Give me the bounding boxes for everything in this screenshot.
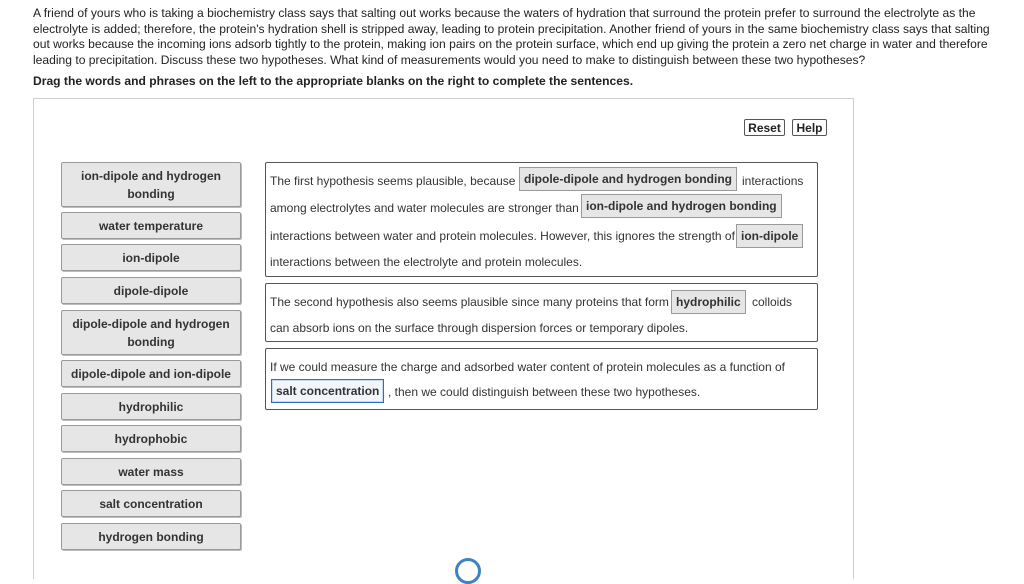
word-tile[interactable]: hydrogen bonding: [61, 523, 241, 550]
sentence-text: The first hypothesis seems plausible, because: [270, 174, 516, 188]
sentence-text: The second hypothesis also seems plausible since many proteins that form: [270, 295, 669, 309]
question-text: A friend of yours who is taking a biochemistry class says that salting out works because the waters of hydration that surround the protein prefer to surround the electrolyte as the electrolyte is added; therefore, the protein's hydration shell is stripped away, leading to protein precipitation. Another friend of yours in the same biochemistry class says that salting out works because the incoming ions adsorb tightly to the protein, making ion pairs on the protein surface, which end up giving the protein a zero net charge in water and therefore leading to precipitation. Discuss these two hypotheses. What kind of measurements would you need to make to distinguish between these two hypotheses?: [33, 6, 990, 67]
word-tile[interactable]: ion-dipole: [61, 244, 241, 271]
filled-blank[interactable]: ion-dipole: [736, 224, 803, 248]
instruction-text: Drag the words and phrases on the left to the appropriate blanks on the right to complete the sentences.: [33, 74, 634, 88]
sentence-text: among electrolytes and water molecules are stronger than: [270, 201, 579, 215]
filled-blank[interactable]: dipole-dipole and hydrogen bonding: [519, 167, 737, 191]
filled-blank[interactable]: hydrophilic: [671, 290, 746, 314]
sentence-text: If we could measure the charge and adsorbed water content of protein molecules as a function of: [270, 360, 785, 374]
word-tile[interactable]: dipole-dipole and ion-dipole: [61, 360, 241, 387]
word-tile[interactable]: dipole-dipole and hydrogen bonding: [61, 310, 241, 355]
word-tile[interactable]: ion-dipole and hydrogen bonding: [61, 162, 241, 207]
scroll-indicator-icon: [455, 558, 481, 584]
sentence-box-2: [265, 283, 818, 342]
reset-button[interactable]: Reset: [744, 119, 785, 136]
word-tile[interactable]: hydrophobic: [61, 425, 241, 452]
sentence-text: colloids: [752, 295, 793, 309]
help-button[interactable]: Help: [792, 119, 827, 136]
sentence-box-1: [265, 162, 818, 277]
word-tile[interactable]: hydrophilic: [61, 393, 241, 420]
sentence-box-3: [265, 348, 818, 410]
sentence-text: interactions: [742, 174, 804, 188]
sentence-text: interactions between the electrolyte and protein molecules.: [270, 255, 583, 269]
word-tile[interactable]: water temperature: [61, 212, 241, 239]
word-tile[interactable]: dipole-dipole: [61, 277, 241, 304]
filled-blank[interactable]: ion-dipole and hydrogen bonding: [581, 194, 782, 218]
word-tile[interactable]: salt concentration: [61, 490, 241, 517]
sentence-text: , then we could distinguish between these two hypotheses.: [388, 385, 701, 399]
sentence-text: interactions between water and protein molecules. However, this ignores the strength of: [270, 229, 735, 243]
word-tile[interactable]: water mass: [61, 458, 241, 485]
selected-blank[interactable]: salt concentration: [271, 379, 384, 403]
sentence-text: can absorb ions on the surface through dispersion forces or temporary dipoles.: [270, 321, 689, 335]
